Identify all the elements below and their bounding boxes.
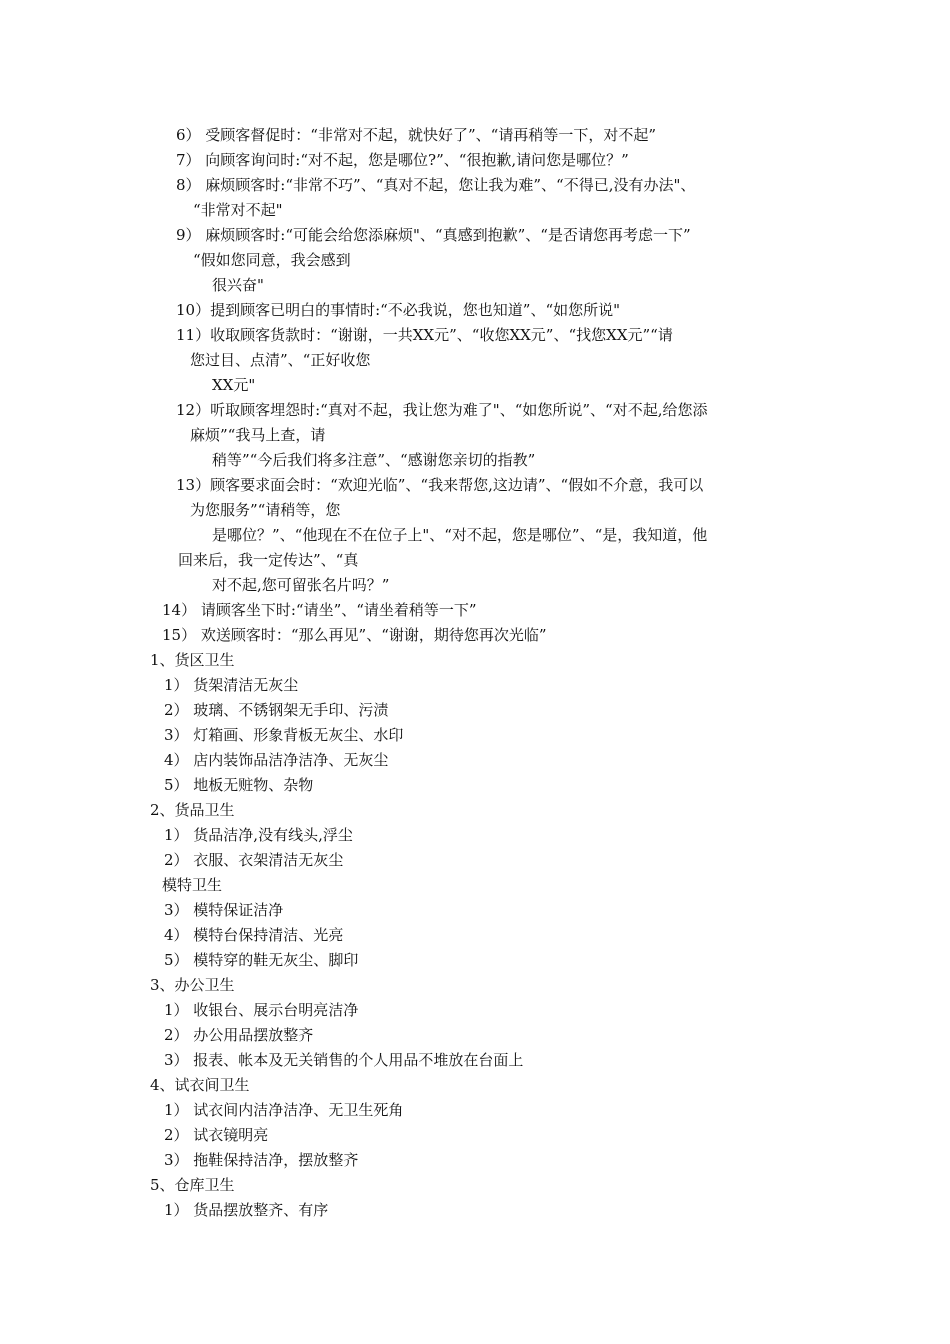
text-line: 11）收取顾客货款时：“谢谢，一共XX元”、“收您XX元”、“找您XX元”“请 <box>176 326 673 344</box>
list-item: 2） 试衣镜明亮 <box>164 1126 269 1144</box>
text-line: 10）提到顾客已明白的事情时:“不必我说，您也知道”、“如您所说" <box>176 301 621 319</box>
text-line: 麻烦”“我马上查，请 <box>190 426 326 444</box>
text-line: 为您服务”“请稍等，您 <box>190 501 341 519</box>
list-item: 3） 报表、帐本及无关销售的个人用品不堆放在台面上 <box>164 1051 524 1069</box>
text-line: 14） 请顾客坐下时:“请坐”、“请坐着稍等一下” <box>162 601 477 619</box>
list-item: 1） 试衣间内洁净洁净、无卫生死角 <box>164 1101 404 1119</box>
text-line: 很兴奋" <box>212 276 264 294</box>
list-item: 1） 货架清洁无灰尘 <box>164 676 299 694</box>
section-heading: 2、货品卫生 <box>150 801 235 819</box>
list-item: 2） 玻璃、不锈钢架无手印、污渍 <box>164 701 389 719</box>
list-item: 2） 办公用品摆放整齐 <box>164 1026 314 1044</box>
list-item: 4） 店内装饰品洁净洁净、无灰尘 <box>164 751 389 769</box>
list-item: 1） 货品洁净,没有线头,浮尘 <box>164 826 353 844</box>
list-item: 3） 拖鞋保持洁净，摆放整齐 <box>164 1151 359 1169</box>
list-item: 5） 地板无赃物、杂物 <box>164 776 314 794</box>
text-line: 9） 麻烦顾客时:“可能会给您添麻烦"、“真感到抱歉”、“是否请您再考虑一下” <box>176 226 691 244</box>
text-line: 15） 欢送顾客时：“那么再见”、“谢谢，期待您再次光临” <box>162 626 547 644</box>
list-item: 3） 模特保证洁净 <box>164 901 284 919</box>
text-line: 稍等”“今后我们将多注意”、“感谢您亲切的指教” <box>212 451 536 469</box>
text-line: “假如您同意，我会感到 <box>193 251 351 269</box>
text-line: 您过目、点清”、“正好收您 <box>190 351 371 369</box>
section-heading: 4、试衣间卫生 <box>150 1076 250 1094</box>
text-line: 12）听取顾客埋怨时:“真对不起，我让您为难了"、“如您所说”、“对不起,给您添 <box>176 401 708 419</box>
text-line: 回来后，我一定传达”、“真 <box>178 551 359 569</box>
text-line: “非常对不起" <box>193 201 283 219</box>
section-heading: 5、仓库卫生 <box>150 1176 235 1194</box>
list-item: 5） 模特穿的鞋无灰尘、脚印 <box>164 951 359 969</box>
list-item: 1） 收银台、展示台明亮洁净 <box>164 1001 359 1019</box>
section-heading: 1、货区卫生 <box>150 651 235 669</box>
section-heading: 3、办公卫生 <box>150 976 235 994</box>
text-line: 是哪位？”、“他现在不在位子上"、“对不起，您是哪位”、“是，我知道，他 <box>212 526 708 544</box>
text-line: 13）顾客要求面会时：“欢迎光临”、“我来帮您,这边请”、“假如不介意，我可以 <box>176 476 704 494</box>
text-line: 对不起,您可留张名片吗？” <box>212 576 390 594</box>
list-item: 1） 货品摆放整齐、有序 <box>164 1201 329 1219</box>
list-item: 4） 模特台保持清洁、光亮 <box>164 926 344 944</box>
text-line: 6） 受顾客督促时：“非常对不起，就快好了”、“请再稍等一下，对不起” <box>176 126 656 144</box>
text-line: 7） 向顾客询问时:“对不起，您是哪位?”、“很抱歉,请问您是哪位？” <box>176 151 629 169</box>
text-line: 8） 麻烦顾客时:“非常不巧”、“真对不起，您让我为难”、“不得已,没有办法"、 <box>176 176 696 194</box>
text-line: XX元" <box>212 376 256 394</box>
list-item: 3） 灯箱画、形象背板无灰尘、水印 <box>164 726 404 744</box>
subsection-heading: 模特卫生 <box>162 876 223 894</box>
list-item: 2） 衣服、衣架清洁无灰尘 <box>164 851 344 869</box>
